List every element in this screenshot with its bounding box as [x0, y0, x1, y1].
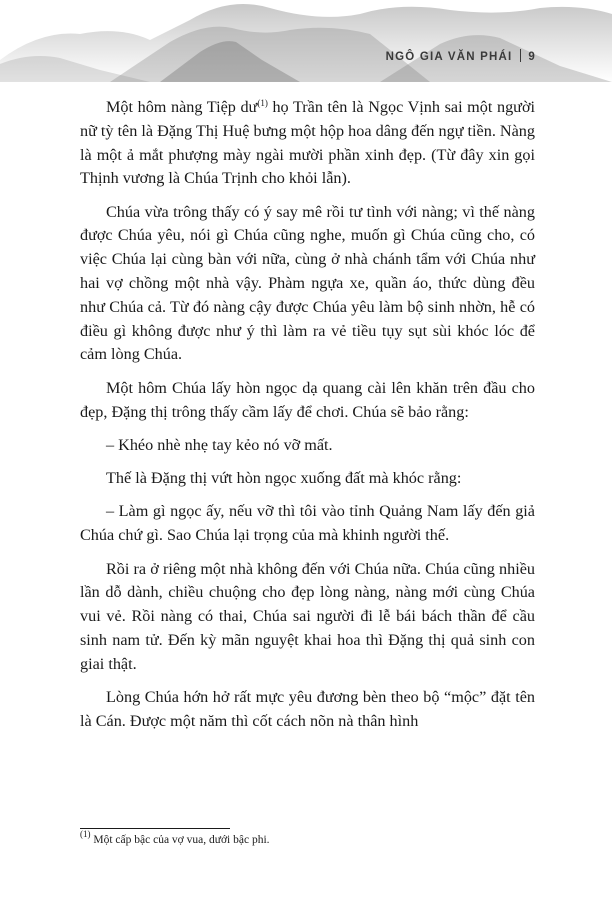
- paragraph: – Làm gì ngọc ấy, nếu vỡ thì tôi vào tỉnh Quảng Nam lấy đến giả Chúa chứ gì. Sao Chúa lại trọng của mà khinh người thế.: [80, 502, 535, 545]
- page-number: 9: [528, 51, 536, 63]
- body-text: [80, 96, 535, 743]
- paragraph: Lòng Chúa hớn hở rất mực yêu đương bèn theo bộ “mộc” đặt tên là Cán. Được một năm thì cốt cách nõn nà thân hình: [80, 688, 535, 730]
- footnote-reference: (1): [257, 98, 268, 108]
- paragraph-text: Một hôm nàng Tiệp dư: [106, 98, 258, 116]
- paragraph: Thế là Đặng thị vứt hòn ngọc xuống đất mà khóc rằng:: [106, 469, 462, 488]
- footnote-rule: [80, 828, 230, 829]
- footnote-marker: (1): [80, 829, 91, 839]
- footnote: [80, 829, 535, 848]
- paragraph: Rồi ra ở riêng một nhà không đến với Chúa nữa. Chúa cũng nhiều lần dỗ dành, chiều chuộng cho đẹp lòng nàng, nàng mới cùng Chúa vui vẻ. Rồi nàng có thai, Chúa sai người đi lễ bái bách thần để cầu sinh nam tử. Đến kỳ mãn nguyệt khai hoa thì Đặng thị quả sinh con giai thật.: [80, 559, 535, 673]
- paragraph: Chúa vừa trông thấy có ý say mê rồi tư tình với nàng; vì thế nàng được Chúa yêu, nói gì Chúa cũng nghe, muốn gì Chúa cũng cho, có việc Chúa lại cùng bàn với nữa, cùng ở nhà chánh tẩm với Chúa như hai vợ chồng một nhà vậy. Phàm ngựa xe, quần áo, thức dùng đều như Chúa cả. Từ đó nàng cậy được Chúa yêu làm bộ sinh nhờn, hễ có điều gì không được như ý thì làm ra vẻ tiều tụy sụt sùi khóc lóc để cảm lòng Chúa.: [80, 202, 535, 364]
- running-title: NGÔ GIA VĂN PHÁI: [385, 51, 513, 63]
- footnote-text: Một cấp bậc của vợ vua, dưới bậc phi.: [90, 834, 270, 846]
- paragraph: [80, 96, 535, 191]
- running-head: [386, 49, 536, 63]
- paragraph: – Khéo nhè nhẹ tay kẻo nó vỡ mất.: [106, 435, 333, 454]
- mountain-header-illustration: [0, 0, 612, 82]
- paragraph: Một hôm Chúa lấy hòn ngọc dạ quang cài lên khăn trên đầu cho đẹp, Đặng thị trông thấy cầm lấy để chơi. Chúa sẽ bảo rằng:: [80, 378, 535, 421]
- header-separator: [520, 49, 521, 62]
- paragraph-text: họ Trần tên là Ngọc Vịnh sai một người nữ tỳ tên là Đặng Thị Huệ bưng một hộp hoa dâng đến ngự tiền. Nàng là một ả mắt phượng mày ngài mười phần xinh đẹp. (Từ đây xin gọi Thịnh vương là Chúa Trịnh cho khỏi lẫn).: [80, 98, 535, 188]
